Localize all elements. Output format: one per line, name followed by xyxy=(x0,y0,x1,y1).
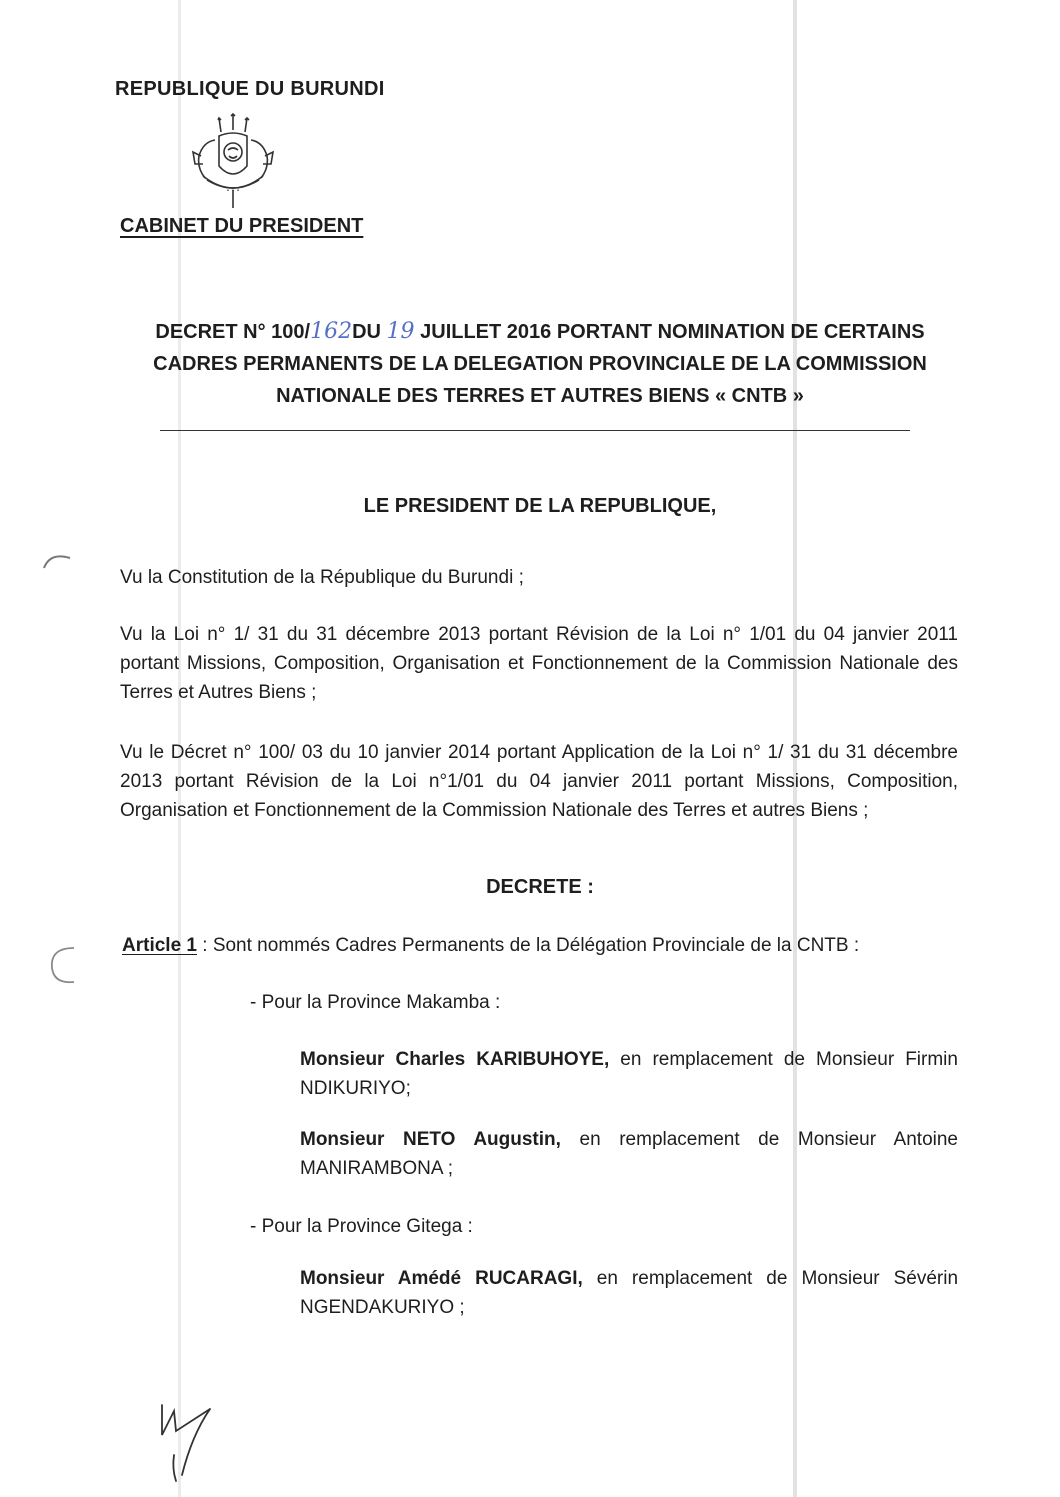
appointment-entry xyxy=(300,1125,958,1183)
appointee-name: Monsieur Amédé RUCARAGI, xyxy=(300,1268,583,1289)
appointee-name: Monsieur Charles KARIBUHOYE, xyxy=(300,1049,610,1070)
vu-loi: Vu la Loi n° 1/ 31 du 31 décembre 2013 portant Révision de la Loi n° 1/01 du 04 janvier 2011 portant Missions, Composition, Organisation et Fonctionnement de la Commission Nationale des Terres et Autres Biens ; xyxy=(120,624,958,703)
replacement-text: en remplacement de Monsieur Firmin NDIKURIYO; xyxy=(300,1049,958,1099)
title-du: DU xyxy=(352,321,381,343)
title-line-1 xyxy=(120,316,960,348)
vu-decret: Vu le Décret n° 100/ 03 du 10 janvier 2014 portant Application de la Loi n° 1/ 31 du 31 décembre 2013 portant Révision de la Loi n°1/01 du 04 janvier 2011 portant Missions, Composition, Organisation et Fonctionnement de la Commission Nationale des Terres et autres Biens ; xyxy=(120,742,958,821)
appointee-name: Monsieur NETO Augustin, xyxy=(300,1129,561,1150)
handwritten-day: 19 xyxy=(386,319,415,344)
title-prefix: DECRET N° 100/ xyxy=(155,321,311,343)
article-text: : Sont nommés Cadres Permanents de la Délégation Provinciale de la CNTB : xyxy=(196,935,860,956)
decree-title xyxy=(120,316,960,412)
title-line1-rest: JUILLET 2016 PORTANT NOMINATION DE CERTAINS xyxy=(420,321,925,343)
replacement-text: en remplacement de Monsieur Sévérin NGENDAKURIYO ; xyxy=(300,1268,959,1318)
vu-constitution: Vu la Constitution de la République du Burundi ; xyxy=(120,567,524,588)
republic-heading: REPUBLIQUE DU BURUNDI xyxy=(115,78,385,100)
article-label: Article 1 xyxy=(122,935,197,956)
title-divider xyxy=(160,430,910,431)
appointment-entry xyxy=(300,1045,958,1103)
title-line-2: CADRES PERMANENTS DE LA DELEGATION PROVINCIALE DE LA COMMISSION xyxy=(153,353,927,375)
article-1 xyxy=(122,935,962,957)
punch-hole-mark-icon xyxy=(40,548,74,578)
decrete-heading: DECRETE : xyxy=(486,876,594,898)
punch-hole-mark-icon xyxy=(44,940,84,990)
svg-text:• • •: • • • xyxy=(226,188,240,194)
title-line-3: NATIONALE DES TERRES ET AUTRES BIENS « CNTB » xyxy=(276,385,804,407)
replacement-text: en remplacement de Monsieur Antoine MANIRAMBONA ; xyxy=(300,1129,958,1179)
province-gitega: - Pour la Province Gitega : xyxy=(250,1216,473,1237)
coat-of-arms-icon xyxy=(185,112,281,212)
cabinet-heading: CABINET DU PRESIDENT xyxy=(120,215,364,237)
president-heading: LE PRESIDENT DE LA REPUBLIQUE, xyxy=(363,495,717,517)
handwritten-initials-icon xyxy=(152,1395,222,1485)
province-makamba: - Pour la Province Makamba : xyxy=(250,992,501,1013)
handwritten-decree-number: 162 xyxy=(310,319,353,344)
appointment-entry xyxy=(300,1264,958,1322)
